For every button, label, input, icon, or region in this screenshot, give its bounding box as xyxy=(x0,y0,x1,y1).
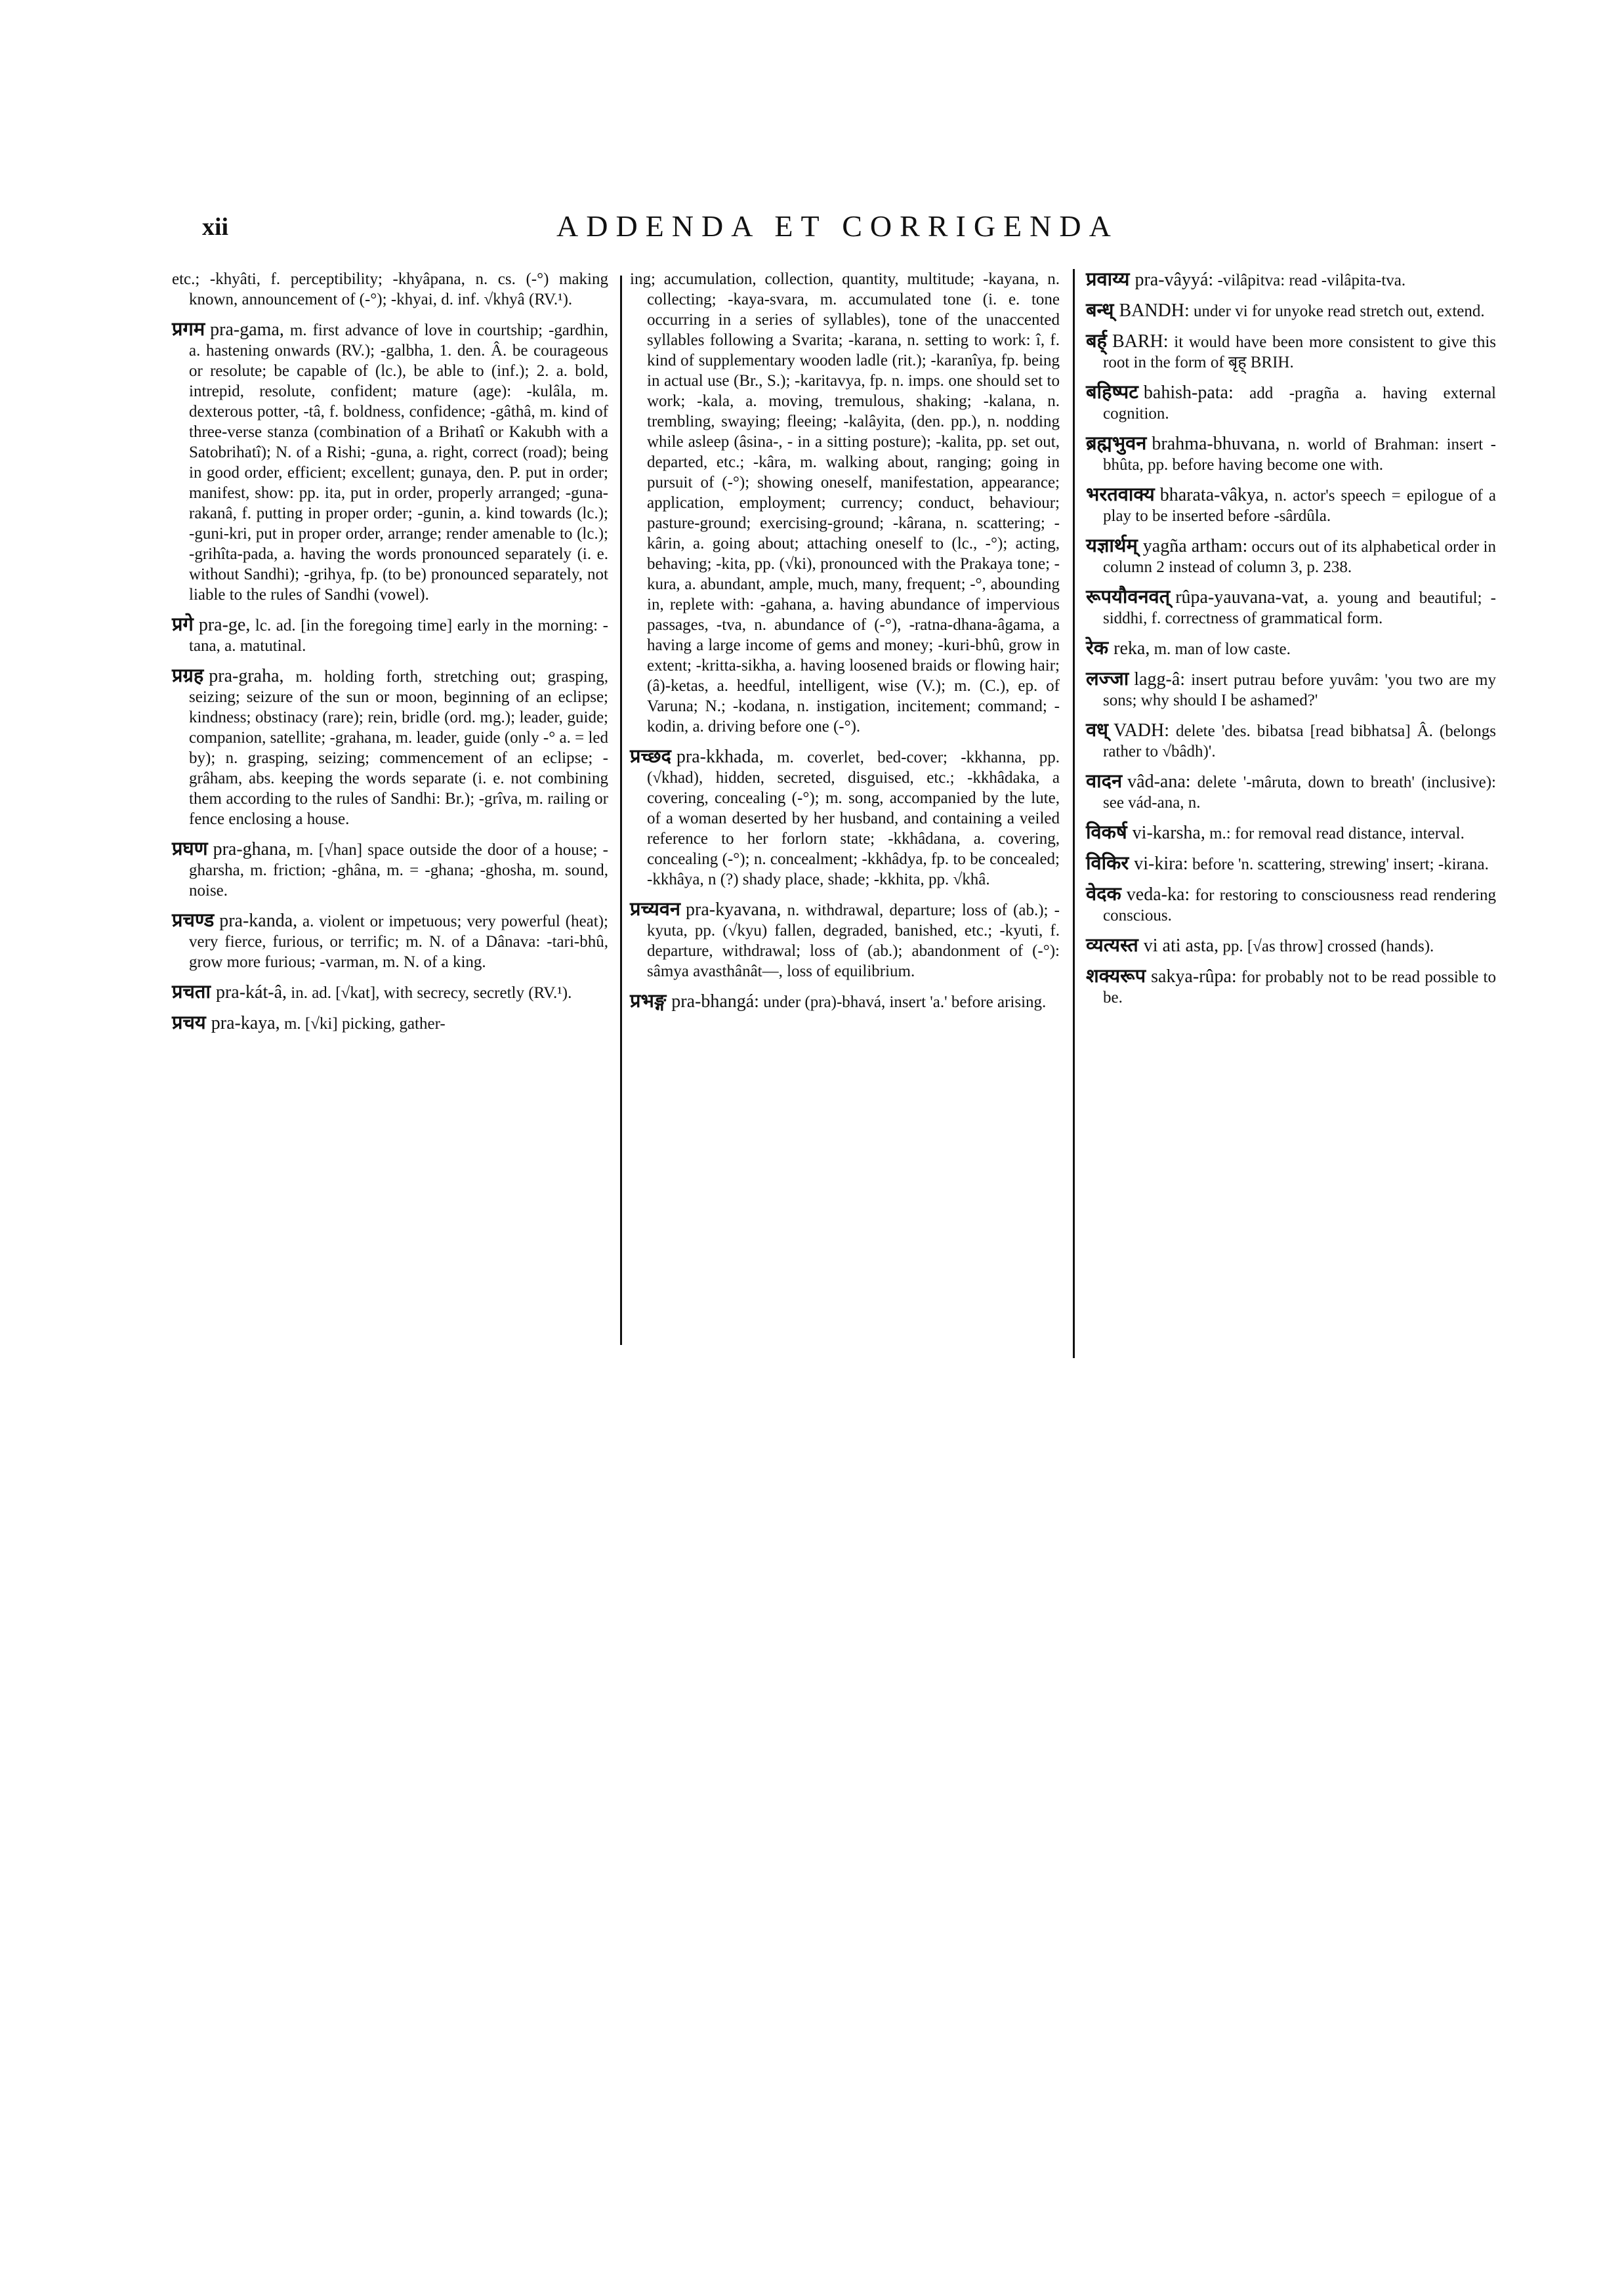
dictionary-entry xyxy=(172,665,608,829)
devanagari-headword: प्रघण xyxy=(172,837,208,859)
transliterated-lemma: vi-kira: xyxy=(1134,854,1188,874)
dictionary-entry xyxy=(1086,382,1496,424)
entry-definition: n. actor's speech = epilogue of a play to be inserted before -sârdûla. xyxy=(1103,487,1496,525)
dictionary-entry xyxy=(1086,720,1496,762)
transliterated-lemma: pra-bhangá: xyxy=(671,991,759,1012)
transliterated-lemma: vi ati asta, xyxy=(1143,936,1219,956)
transliterated-lemma: VADH: xyxy=(1113,720,1170,741)
devanagari-headword: वेदक xyxy=(1086,882,1121,905)
dictionary-entry xyxy=(1086,884,1496,926)
entry-definition: delete 'des. bibatsa [read bibhatsa] Â. (belongs rather to √bâdh)'. xyxy=(1103,722,1496,760)
entry-definition: in. ad. [√kat], with secrecy, secretly (RV.¹). xyxy=(291,984,572,1002)
devanagari-headword: प्रगे xyxy=(172,613,194,635)
column-divider xyxy=(1073,269,1075,1358)
dictionary-entry xyxy=(172,838,608,901)
column-left xyxy=(172,269,608,1043)
devanagari-headword: शक्यरूप xyxy=(1086,964,1146,987)
transliterated-lemma: reka, xyxy=(1114,638,1150,659)
dictionary-entry xyxy=(1086,433,1496,475)
dictionary-entry xyxy=(1086,822,1496,844)
page-header xyxy=(202,209,1186,255)
dictionary-entry xyxy=(172,982,608,1003)
entry-definition: n. withdrawal, departure; loss of (ab.); -kyuta, pp. (√kyu) fallen, degraded, banished, etc.; -kyuti, f. departure, withdrawal; loss of (ab.); abandonment of (-°): sâmya avasthânât—, loss of equilibrium. xyxy=(647,901,1060,980)
dictionary-entry xyxy=(1086,269,1496,291)
transliterated-lemma: yagña artham: xyxy=(1142,536,1248,556)
devanagari-headword: प्रग्रह xyxy=(172,664,204,686)
entry-definition: add -pragña a. having external cognition. xyxy=(1103,384,1496,423)
transliterated-lemma: BANDH: xyxy=(1119,300,1190,321)
devanagari-headword: रूपयौवनवत् xyxy=(1086,585,1171,608)
devanagari-headword: बहिष्पट xyxy=(1086,381,1138,403)
devanagari-headword: प्रवाय्य xyxy=(1086,268,1130,290)
transliterated-lemma: pra-vâyyá: xyxy=(1135,270,1214,290)
devanagari-headword: प्रचता xyxy=(172,980,211,1003)
devanagari-headword: प्रगम xyxy=(172,318,205,340)
entry-definition: occurs out of its alphabetical order in column 2 instead of column 3, p. 238. xyxy=(1103,538,1496,576)
entry-definition: m. [√ki] picking, gather- xyxy=(283,1015,446,1033)
entry-definition: a. young and beautiful; -siddhi, f. correctness of grammatical form. xyxy=(1103,589,1496,627)
entry-definition: m.: for removal read distance, interval. xyxy=(1209,825,1465,842)
transliterated-lemma: veda-ka: xyxy=(1126,884,1190,905)
dictionary-entry xyxy=(630,269,1060,737)
transliterated-lemma: pra-kkhada, xyxy=(676,747,764,767)
entry-definition: m. holding forth, stretching out; grasping, seizing; seizure of the sun or moon, beginning of an eclipse; kindness; obstinacy (rare); rein, bridle (ord. mg.); leader, guide; companion, satellite; -grahana, m. leader, guide (only -° a. = led by); n. grasping, seizing; commencement of an eclipse; -grâham, abs. keeping the words separate (i. e. not combining them according to the rules of Sandhi: Br.); -grîva, m. railing or fence enclosing a house. xyxy=(189,668,608,828)
entry-definition: insert putrau before yuvâm: 'you two are my sons; why should I be ashamed?' xyxy=(1103,671,1496,709)
entry-definition: before 'n. scattering, strewing' insert; -kirana. xyxy=(1192,856,1489,873)
entry-definition: delete '-mâruta, down to breath' (inclusive): see vád-ana, n. xyxy=(1103,774,1496,812)
transliterated-lemma: pra-ghana, xyxy=(213,839,291,859)
entry-definition: a. violent or impetuous; very powerful (heat); very fierce, furious, or terrific; m. N. of a Dânava: -tari-bhû, grow more furious; -varman, m. N. of a king. xyxy=(189,913,608,971)
page-number: xii xyxy=(202,213,229,241)
dictionary-entry xyxy=(1086,935,1496,957)
transliterated-lemma: lagg-â: xyxy=(1134,669,1186,690)
dictionary-entry xyxy=(630,746,1060,890)
entry-definition: n. world of Brahman: insert -bhûta, pp. before having become one with. xyxy=(1103,436,1496,474)
devanagari-headword: वध् xyxy=(1086,718,1108,741)
entry-definition: pp. [√as throw] crossed (hands). xyxy=(1222,938,1434,955)
devanagari-headword: वादन xyxy=(1086,770,1123,792)
devanagari-headword: प्रचय xyxy=(172,1011,206,1033)
transliterated-lemma: pra-kanda, xyxy=(219,911,298,931)
transliterated-lemma: pra-ge, xyxy=(198,615,251,635)
entry-definition: lc. ad. [in the foregoing time] early in the morning: -tana, a. matutinal. xyxy=(189,617,609,655)
entry-definition: m. man of low caste. xyxy=(1154,640,1291,658)
dictionary-entry xyxy=(1086,771,1496,813)
devanagari-headword: प्रचण्ड xyxy=(172,909,215,931)
transliterated-lemma: bahish-pata: xyxy=(1143,382,1234,403)
transliterated-lemma: vi-karsha, xyxy=(1132,823,1205,843)
column-right xyxy=(1086,269,1496,1017)
devanagari-headword: रेक xyxy=(1086,636,1109,659)
dictionary-entry xyxy=(172,614,608,656)
dictionary-entry xyxy=(1086,853,1496,875)
transliterated-lemma: bharata-vâkya, xyxy=(1159,485,1269,505)
transliterated-lemma: pra-kát-â, xyxy=(215,982,287,1003)
devanagari-headword: प्रभङ्ग xyxy=(630,989,667,1012)
dictionary-entry xyxy=(1086,966,1496,1008)
dictionary-entry xyxy=(1086,300,1496,321)
devanagari-headword: भरतवाक्य xyxy=(1086,483,1155,505)
entry-definition: it would have been more consistent to give this root in the form of बृह् BRIH. xyxy=(1103,333,1496,371)
devanagari-headword: विकिर xyxy=(1086,852,1129,874)
dictionary-entry xyxy=(172,269,608,310)
devanagari-headword: यज्ञार्थम् xyxy=(1086,534,1138,556)
entry-definition: m. [√han] space outside the door of a house; -gharsha, m. friction; -ghâna, m. = -ghana; -ghosha, m. sound, noise. xyxy=(189,841,608,899)
devanagari-headword: लज्जा xyxy=(1086,667,1129,690)
entry-definition: for restoring to consciousness read rendering conscious. xyxy=(1103,886,1497,924)
column-divider xyxy=(620,276,622,1345)
dictionary-entry xyxy=(1086,669,1496,711)
transliterated-lemma: pra-gama, xyxy=(210,320,284,340)
entry-definition: ing; accumulation, collection, quantity, multitude; -kayana, n. collecting; -kaya-svara, m. accumulated tone (i. e. tone occurring in a series of syllables), tone of the unaccented syllables following a Svarita; -karana, n. setting to work: î, f. kind of supplementary wooden ladle (rit.); -karanîya, fp. being in actual use (Br., S.); -karitavya, fp. n. imps. one should set to work; -kala, a. moving, tremulous, shaking; -kalana, n. trembling, swaying; fleeing; -kalâyita, (den. pp.), n. nodding while asleep (âsina-, - in a sitting posture); -kalita, pp. set out, departed, etc.; -kâra, m. walking about, ranging; going in pursuit of (-°); showing oneself, manifestation, appearance; application, employment; currency; conduct, behaviour; pasture-ground; exercising-ground; -kârana, n. scattering; -kârin, a. going about; attaching oneself to (lc., -°); acting, behaving; -kita, pp. (√ki), pronounced with the Prakaya tone; -kura, a. abundant, ample, much, many, frequent; -°, abounding in, replete with: -gahana, a. having abundance of impervious passages, -tva, n. abundance of (-°), -ratna-dhana-âgama, a having a large income of gems and money; -kuri-bhû, grow in extent; -kritta-sikha, a. having loosened braids or flowing hair; (â)-ketas, a. heedful, intelligent, wise (V.); m. (C.), ep. of Varuna; N.; -kodana, n. instigation, incitement; command; -kodin, a. driving before one (-°). xyxy=(630,270,1060,735)
transliterated-lemma: BARH: xyxy=(1112,331,1169,352)
devanagari-headword: व्यत्यस्त xyxy=(1086,934,1138,956)
dictionary-entry xyxy=(1086,535,1496,577)
devanagari-headword: प्रच्यवन xyxy=(630,898,681,920)
dictionary-entry xyxy=(172,1012,608,1034)
entry-definition: under vi for unyoke read stretch out, extend. xyxy=(1194,302,1485,320)
devanagari-headword: विकर्ष xyxy=(1086,821,1127,843)
entry-definition: m. coverlet, bed-cover; -kkhanna, pp. (√khad), hidden, secreted, disguised, etc.; -kkhâdaka, a covering, concealing (-°); m. song, accompanied by the lute, of a woman deserted by her husband, and containing a veiled reference to her forlorn state; -kkhâdana, a. covering, concealing (-°); n. concealment; -kkhâdya, fp. to be concealed; -kkhâya, n (?) shady place, shade; -kkhita, pp. √khâ. xyxy=(647,749,1060,888)
dictionary-entry xyxy=(1086,484,1496,526)
entry-definition: for probably not to be read possible to be. xyxy=(1103,968,1497,1006)
devanagari-headword: ब्रह्मभुवन xyxy=(1086,432,1147,454)
transliterated-lemma: pra-graha, xyxy=(209,666,284,686)
transliterated-lemma: vâd-ana: xyxy=(1127,772,1191,792)
dictionary-entry xyxy=(630,899,1060,982)
entry-definition: etc.; -khyâti, f. perceptibility; -khyâpana, n. cs. (-°) making known, announcement of (-°); -khyai, d. inf. √khyâ (RV.¹). xyxy=(172,270,608,308)
dictionary-entry xyxy=(630,991,1060,1012)
transliterated-lemma: rûpa-yauvana-vat, xyxy=(1175,587,1309,608)
devanagari-headword: बर्ह् xyxy=(1086,329,1107,352)
column-middle xyxy=(630,269,1060,1022)
dictionary-entry xyxy=(1086,331,1496,373)
entry-definition: m. first advance of love in courtship; -gardhin, a. hastening onwards (RV.); -galbha, 1. den. Â. be courageous or resolute; be capable of (lc.), be able to (inf.); 2. a. bold, intrepid, resolute, confident; mature (age): -kulâla, m. dexterous potter, -tâ, f. boldness, confidence; -gâthâ, m. kind of three-verse stanza (combination of a Brihatî or Kakubh with a Satobrihatî); N. of a Rishi; -guna, a. right, correct (road); being in good order, efficient; excellent; gunaya, den. P. put in order; manifest, show: pp. ita, put in order, properly arranged; -guna-rakanâ, f. putting in proper order; -gunin, a. kind towards (lc.); -guni-kri, put in proper order, arrange; render amenable to (lc.); -grihîta-pada, a. having the words pronounced separately (i. e. without Sandhi); -grihya, fp. (to be) pronounced separately, not liable to the rules of Sandhi (vowel). xyxy=(189,321,608,604)
transliterated-lemma: sakya-rûpa: xyxy=(1151,966,1237,987)
dictionary-entry xyxy=(1086,587,1496,629)
dictionary-entry xyxy=(172,319,608,605)
entry-definition: -vilâpitva: read -vilâpita-tva. xyxy=(1217,272,1406,289)
devanagari-headword: बन्ध् xyxy=(1086,299,1114,321)
transliterated-lemma: pra-kyavana, xyxy=(686,899,781,920)
dictionary-entry xyxy=(172,910,608,972)
devanagari-headword: प्रच्छद xyxy=(630,745,671,767)
transliterated-lemma: pra-kaya, xyxy=(211,1013,280,1033)
entry-definition: under (pra)-bhavá, insert 'a.' before arising. xyxy=(763,993,1047,1011)
running-title: ADDENDA ET CORRIGENDA xyxy=(556,209,1119,243)
transliterated-lemma: brahma-bhuvana, xyxy=(1152,434,1280,454)
dictionary-entry xyxy=(1086,638,1496,659)
